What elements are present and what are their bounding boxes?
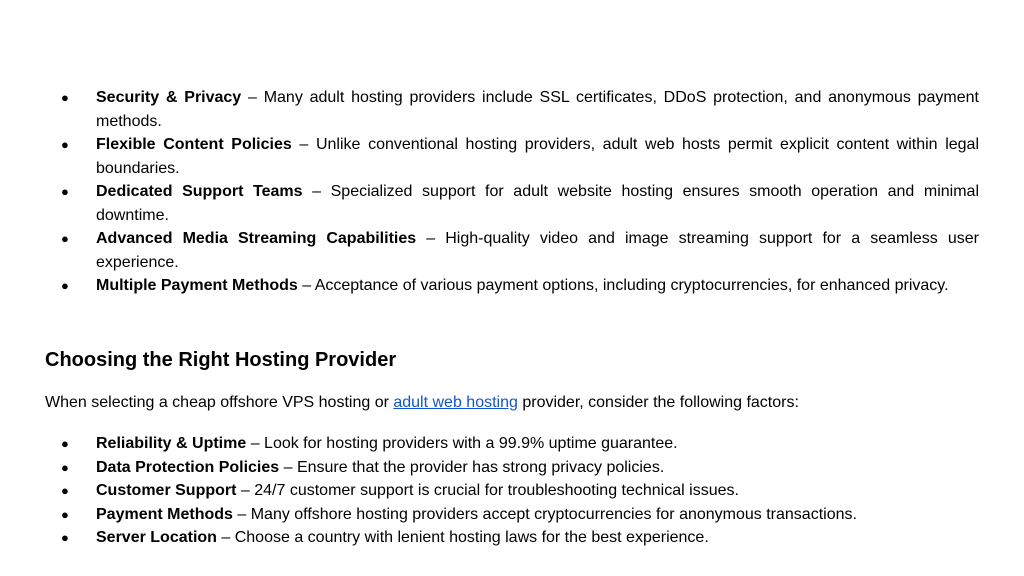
list-item — [0, 526, 979, 550]
bullet-icon: ● — [61, 506, 69, 522]
bullet-icon: ● — [61, 90, 69, 105]
item-description: – Many offshore hosting providers accept cryptocurrencies for anonymous transactions. — [232, 505, 857, 523]
item-description: – Unlike conventional hosting providers, adult web hosts permit explicit content within legal boundaries. — [96, 136, 980, 177]
item-term: Multiple Payment Methods — [96, 277, 298, 294]
item-term: Advanced Media Streaming Capabilities — [96, 230, 417, 247]
bullet-icon: ● — [61, 137, 69, 152]
list-item — [0, 503, 979, 527]
item-description: – Choose a country with lenient hosting laws for the best experience. — [216, 529, 709, 546]
section-heading: Choosing the Right Hosting Provider — [45, 349, 397, 371]
list-item — [0, 180, 979, 227]
item-term: Data Protection Policies — [96, 458, 280, 476]
intro-paragraph — [45, 391, 799, 414]
bullet-icon: ● — [61, 278, 69, 293]
item-term: Flexible Content Policies — [96, 136, 292, 153]
item-description: – High-quality video and image streaming support for a seamless user experience. — [96, 230, 979, 271]
item-term: Reliability & Uptime — [96, 435, 247, 452]
item-description: – Ensure that the provider has strong privacy policies. — [279, 458, 665, 476]
item-description: – Specialized support for adult website hosting ensures smooth operation and minimal downtime. — [96, 183, 980, 224]
item-term: Payment Methods — [96, 505, 233, 523]
item-term: Customer Support — [96, 482, 237, 499]
intro-text-before: When selecting a cheap offshore VPS hosting or — [45, 394, 394, 411]
item-description: – Look for hosting providers with a 99.9% uptime guarantee. — [246, 435, 678, 452]
factors-list — [0, 432, 1024, 550]
bullet-icon: ● — [61, 436, 69, 451]
list-item — [0, 227, 979, 274]
item-description: – Acceptance of various payment options, including cryptocurrencies, for enhanced privacy. — [297, 277, 949, 294]
features-list — [0, 86, 1024, 298]
list-item — [0, 432, 979, 456]
bullet-icon: ● — [61, 483, 69, 498]
bullet-icon: ● — [61, 530, 69, 545]
intro-text-after: provider, consider the following factors: — [517, 394, 799, 411]
list-item — [0, 456, 979, 480]
item-term: Dedicated Support Teams — [96, 183, 303, 200]
item-description: – Many adult hosting providers include SSL certificates, DDoS protection, and anonymous payment methods. — [96, 89, 980, 130]
bullet-icon: ● — [61, 184, 69, 199]
bullet-icon: ● — [61, 231, 69, 246]
list-item — [0, 86, 979, 133]
item-term: Server Location — [96, 529, 217, 546]
item-term: Security & Privacy — [96, 89, 242, 106]
adult-web-hosting-link[interactable]: adult web hosting — [393, 394, 518, 411]
item-description: – 24/7 customer support is crucial for troubleshooting technical issues. — [236, 482, 739, 499]
list-item — [0, 133, 979, 180]
bullet-icon: ● — [61, 459, 69, 475]
list-item — [0, 274, 979, 298]
list-item — [0, 479, 979, 503]
